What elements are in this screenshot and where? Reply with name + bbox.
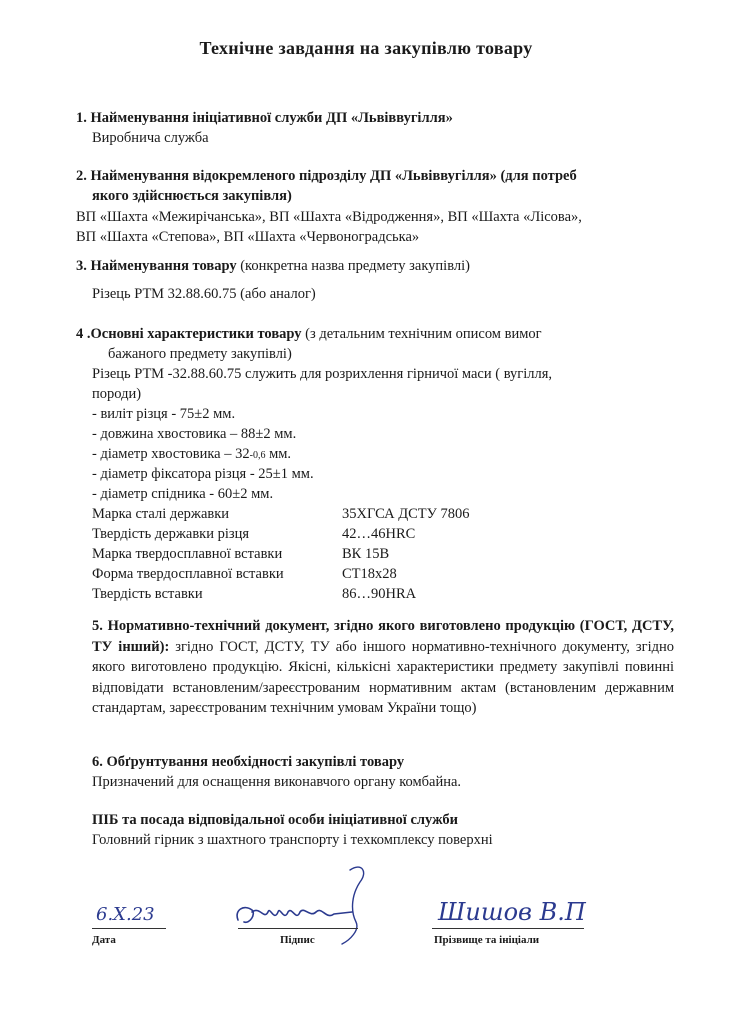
section-4-heading-bold: 4 .Основні характеристики товару — [76, 326, 302, 342]
signature-underline — [238, 928, 358, 929]
spec-value: СТ18х28 — [342, 566, 397, 582]
bullet-item: - довжина хвостовика – 88±2 мм. — [92, 426, 297, 442]
spec-row — [92, 564, 397, 584]
spec-row — [92, 584, 417, 604]
name-underline — [432, 928, 584, 929]
spec-row — [92, 504, 470, 524]
spec-label: Форма твердосплавної вставки — [92, 566, 284, 582]
signature-date-label: Дата — [92, 934, 116, 946]
section-3-text: Різець РТМ 32.88.60.75 (або аналог) — [92, 286, 316, 302]
section-6-heading: 6. Обґрунтування необхідності закупівлі товару — [92, 754, 405, 770]
bullet-item: - виліт різця - 75±2 мм. — [92, 406, 236, 422]
section-5-paragraph — [92, 616, 674, 719]
responsible-heading: ПІБ та посада відповідальної особи ініціативної служби — [92, 812, 459, 828]
name-label: Прізвище та ініціали — [434, 934, 540, 946]
section-2-text-line-1: ВП «Шахта «Межирічанська», ВП «Шахта «Відродження», ВП «Шахта «Лісова», — [76, 209, 582, 225]
spec-label: Марка твердосплавної вставки — [92, 546, 283, 562]
section-3-heading-bold: 3. Найменування товару — [76, 258, 237, 274]
section-4-heading — [76, 324, 542, 344]
tolerance-unit: мм. — [265, 446, 292, 462]
spec-value: 42…46HRC — [342, 526, 416, 542]
spec-value: ВК 15В — [342, 546, 390, 562]
tolerance-value: -0,6 — [249, 450, 266, 461]
spec-row — [92, 524, 416, 544]
date-underline — [92, 928, 166, 929]
section-2-heading-line-2: якого здійснюється закупівля) — [92, 188, 292, 204]
spec-label: Марка сталі державки — [92, 506, 230, 522]
section-5-heading: 5. Нормативно-технічний документ, згідно якого виготовлено продукцію (ГОСТ, ДСТУ, ТУ інший): — [92, 618, 674, 655]
spec-row — [92, 544, 390, 564]
section-4-desc-line-2: породи) — [92, 386, 142, 402]
section-3-heading-rest: (конкретна назва предмету закупівлі) — [236, 258, 470, 274]
section-6-text: Призначений для оснащення виконавчого органу комбайна. — [92, 774, 462, 790]
spec-value: 35ХГСА ДСТУ 7806 — [342, 506, 470, 522]
spec-value: 86…90HRA — [342, 586, 417, 602]
bullet-text: - діаметр хвостовика – 32 — [92, 446, 250, 462]
spec-label: Твердість державки різця — [92, 526, 250, 542]
signature-label: Підпис — [280, 934, 315, 946]
section-3-heading — [76, 256, 470, 276]
section-4-heading-rest: (з детальним технічним описом вимог — [301, 326, 542, 342]
bullet-item: - діаметр спідника - 60±2 мм. — [92, 486, 274, 502]
bullet-item-with-tolerance — [92, 444, 291, 466]
section-1-heading: 1. Найменування ініціативної служби ДП «Львіввугілля» — [76, 110, 453, 126]
document-title: Технічне завдання на закупівлю товару — [199, 38, 533, 58]
section-2-heading-line-1: 2. Найменування відокремленого підрозділу ДП «Львіввугілля» (для потреб — [76, 168, 577, 184]
section-5-text: згідно ГОСТ, ДСТУ, ТУ або іншого нормативно-технічного документу, згідно якого виготовлено продукцію. Якісні, кількісні характеристики предмету закупівлі повинні відповідати встановленим/зареєстрованим нормативним актам (встановленим державним стандартам, зареєстрованим технічним умовам України тощо) — [92, 638, 674, 716]
signer-name-handwritten: Шишов В.П — [438, 898, 586, 926]
responsible-position: Головний гірник з шахтного транспорту і техкомплексу поверхні — [92, 832, 493, 848]
section-4-heading-line-2: бажаного предмету закупівлі) — [108, 346, 292, 362]
signature-date-value: 6.Х.23 — [96, 904, 155, 925]
section-1-text: Виробнича служба — [92, 130, 209, 146]
bullet-item: - діаметр фіксатора різця - 25±1 мм. — [92, 466, 314, 482]
section-4-desc-line-1: Різець РТМ -32.88.60.75 служить для розрихлення гірничої маси ( вугілля, — [92, 366, 553, 382]
section-2-text-line-2: ВП «Шахта «Степова», ВП «Шахта «Червоноградська» — [76, 229, 420, 245]
spec-label: Твердість вставки — [92, 586, 203, 602]
